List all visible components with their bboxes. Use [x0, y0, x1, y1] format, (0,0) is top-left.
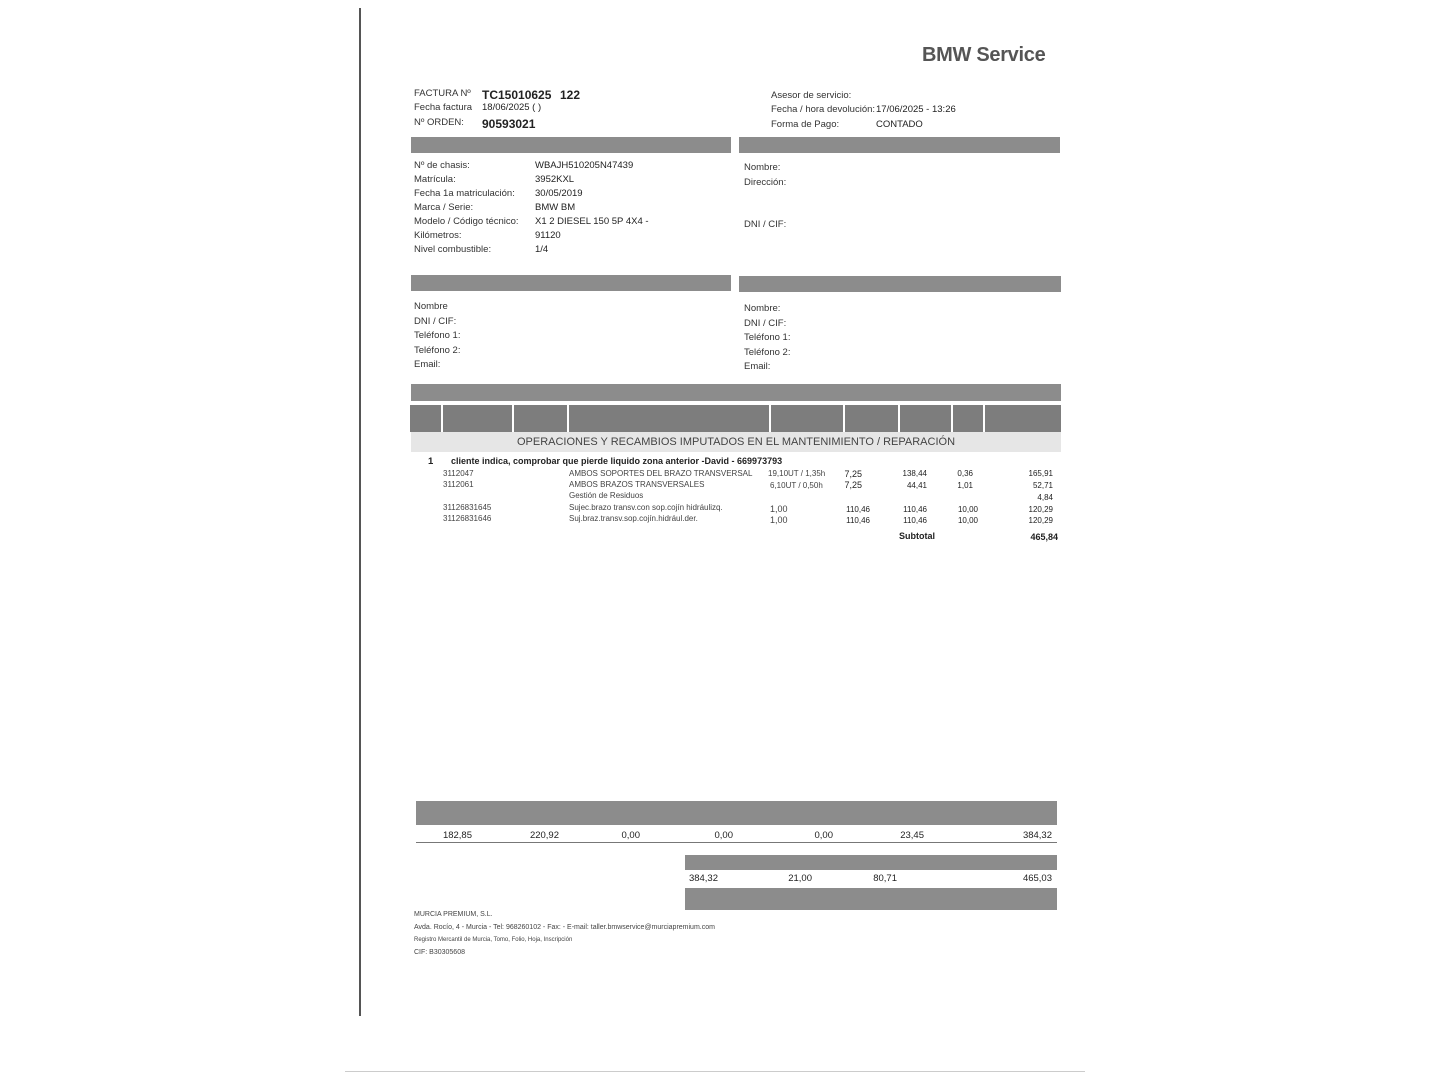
footer-cif: CIF: B30305608 [414, 949, 465, 956]
registration-date-label: Fecha 1a matriculación: [414, 188, 515, 199]
scan-bottom-line [345, 1071, 1085, 1072]
scan-edge-line [359, 8, 361, 1016]
line-quantity: 19,10UT / 1,35h [768, 469, 826, 478]
col-header-cell [569, 405, 769, 432]
line-price: 110,46 [846, 516, 870, 525]
operations-title: OPERACIONES Y RECAMBIOS IMPUTADOS EN EL MANTENIMIENTO / REPARACIÓN [516, 436, 956, 448]
contact-left-phone2: Teléfono 2: [414, 345, 461, 356]
contact-left-dni: DNI / CIF: [414, 316, 457, 327]
col-header-cell [771, 405, 843, 432]
col-header-cell [410, 405, 441, 432]
line-total: 52,71 [1032, 481, 1053, 490]
payment-label: Forma de Pago: [771, 119, 840, 130]
operation-item-description: cliente indica, comprobar que pierde liquido zona anterior -David - 669973793 [451, 456, 783, 466]
footer-company: MURCIA PREMIUM, S.L. [414, 911, 493, 918]
col-header-cell [985, 405, 1061, 432]
line-description: AMBOS BRAZOS TRANSVERSALES [569, 480, 705, 489]
registration-date-value: 30/05/2019 [535, 188, 583, 199]
col-header-cell [443, 405, 512, 432]
totals1-value: 0,00 [814, 830, 833, 841]
operations-top-bar [411, 384, 1061, 401]
brand-logo-text: BMW Service [922, 44, 1046, 66]
model-label: Modelo / Código técnico: [414, 216, 519, 227]
totals1-value: 220,92 [529, 830, 559, 841]
line-total: 120,29 [1028, 516, 1053, 525]
col-header-cell [845, 405, 898, 432]
line-code: 3112047 [443, 469, 474, 478]
totals1-value: 384,32 [1022, 830, 1052, 841]
chassis-label: Nº de chasis: [414, 160, 470, 171]
plate-label: Matrícula: [414, 174, 456, 185]
contact-left-email: Email: [414, 359, 441, 370]
col-header-cell [900, 405, 951, 432]
line-price: 7,25 [844, 469, 862, 479]
line-amount: 110,46 [903, 505, 927, 514]
plate-value: 3952KXL [535, 174, 575, 185]
contact-right-phone1: Teléfono 1: [744, 332, 791, 343]
subtotal-label: Subtotal [899, 531, 935, 541]
line-discount: 0,36 [957, 469, 973, 478]
contact-right-email: Email: [744, 361, 771, 372]
line-discount: 10,00 [957, 505, 978, 514]
fuel-value: 1/4 [535, 244, 549, 255]
line-total: 165,91 [1028, 469, 1053, 478]
totals1-value: 0,00 [714, 830, 733, 841]
client-dni-label: DNI / CIF: [744, 219, 787, 230]
client-section-bar [739, 137, 1060, 153]
vehicle-section-bar [411, 137, 731, 153]
line-description: Suj.braz.transv.sop.cojín.hidrául.der. [569, 514, 698, 523]
line-discount: 10,00 [957, 516, 978, 525]
date-label: Fecha factura [414, 102, 473, 113]
line-description: Sujec.brazo transv.con sop.cojín hidráulizq. [569, 503, 723, 512]
line-quantity: 1,00 [770, 515, 788, 525]
invoice-suffix: 122 [560, 88, 581, 102]
brand-series-label: Marca / Serie: [414, 202, 474, 213]
order-value: 90593021 [482, 117, 536, 131]
line-code: 31126831646 [443, 514, 492, 523]
line-description: AMBOS SOPORTES DEL BRAZO TRANSVERSAL [569, 469, 753, 478]
model-value: X1 2 DIESEL 150 5P 4X4 - [535, 216, 649, 227]
line-code: 3112061 [443, 480, 474, 489]
payment-value: CONTADO [876, 119, 923, 130]
contact-left-name: Nombre [414, 301, 448, 312]
contact-left-bar [411, 275, 731, 291]
contact-right-dni: DNI / CIF: [744, 318, 787, 329]
subtotal-value: 465,84 [1030, 532, 1058, 542]
totals1-bottom-rule [416, 842, 1057, 843]
date-value: 18/06/2025 ( ) [482, 102, 542, 113]
totals1-header-bar [416, 801, 1057, 825]
totals2-value: 80,71 [873, 873, 897, 884]
line-total: 120,29 [1028, 505, 1053, 514]
return-value: 17/06/2025 - 13:26 [876, 104, 956, 115]
footer-address: Avda. Rocío, 4 - Murcia - Tel: 968260102 - Fax: - E-mail: taller.bmwservice@murciapremium.com [414, 924, 715, 931]
chassis-value: WBAJH510205N47439 [535, 160, 634, 171]
km-label: Kilómetros: [414, 230, 462, 241]
advisor-label: Asesor de servicio: [771, 90, 852, 101]
totals2-value: 384,32 [688, 873, 718, 884]
line-amount: 110,46 [903, 516, 927, 525]
line-discount: 1,01 [957, 481, 973, 490]
totals1-value: 23,45 [900, 830, 924, 841]
line-amount: 138,44 [902, 469, 927, 478]
totals2-footer-bar [685, 888, 1057, 910]
line-description: Gestión de Residuos [569, 491, 644, 500]
client-address-label: Dirección: [744, 177, 787, 188]
line-price: 7,25 [844, 480, 862, 490]
footer-registry: Registro Mercantil de Murcia, Tomo, Folio, Hoja, Inscripción [414, 937, 573, 943]
line-quantity: 1,00 [770, 504, 788, 514]
client-name-label: Nombre: [744, 162, 781, 173]
totals1-value: 0,00 [621, 830, 640, 841]
contact-right-name: Nombre: [744, 303, 781, 314]
invoice-label: FACTURA Nº [414, 88, 471, 99]
totals2-value: 465,03 [1022, 873, 1052, 884]
col-header-cell [953, 405, 983, 432]
order-label: Nº ORDEN: [414, 117, 464, 128]
operation-item-number: 1 [428, 456, 434, 467]
totals2-header-bar [685, 855, 1057, 870]
contact-left-phone1: Teléfono 1: [414, 330, 461, 341]
totals1-value: 182,85 [442, 830, 472, 841]
brand-series-value: BMW BM [535, 202, 576, 213]
contact-right-bar [739, 276, 1061, 292]
contact-right-phone2: Teléfono 2: [744, 347, 791, 358]
line-price: 110,46 [846, 505, 870, 514]
return-label: Fecha / hora devolución: [771, 104, 876, 115]
line-amount: 44,41 [906, 481, 927, 490]
line-total: 4,84 [1037, 493, 1053, 502]
totals2-value: 21,00 [788, 873, 812, 884]
line-code: 31126831645 [443, 503, 492, 512]
col-header-cell [514, 405, 567, 432]
invoice-number: TC15010625 [482, 88, 552, 102]
fuel-label: Nivel combustible: [414, 244, 492, 255]
line-quantity: 6,10UT / 0,50h [770, 481, 823, 490]
km-value: 91120 [535, 230, 561, 241]
